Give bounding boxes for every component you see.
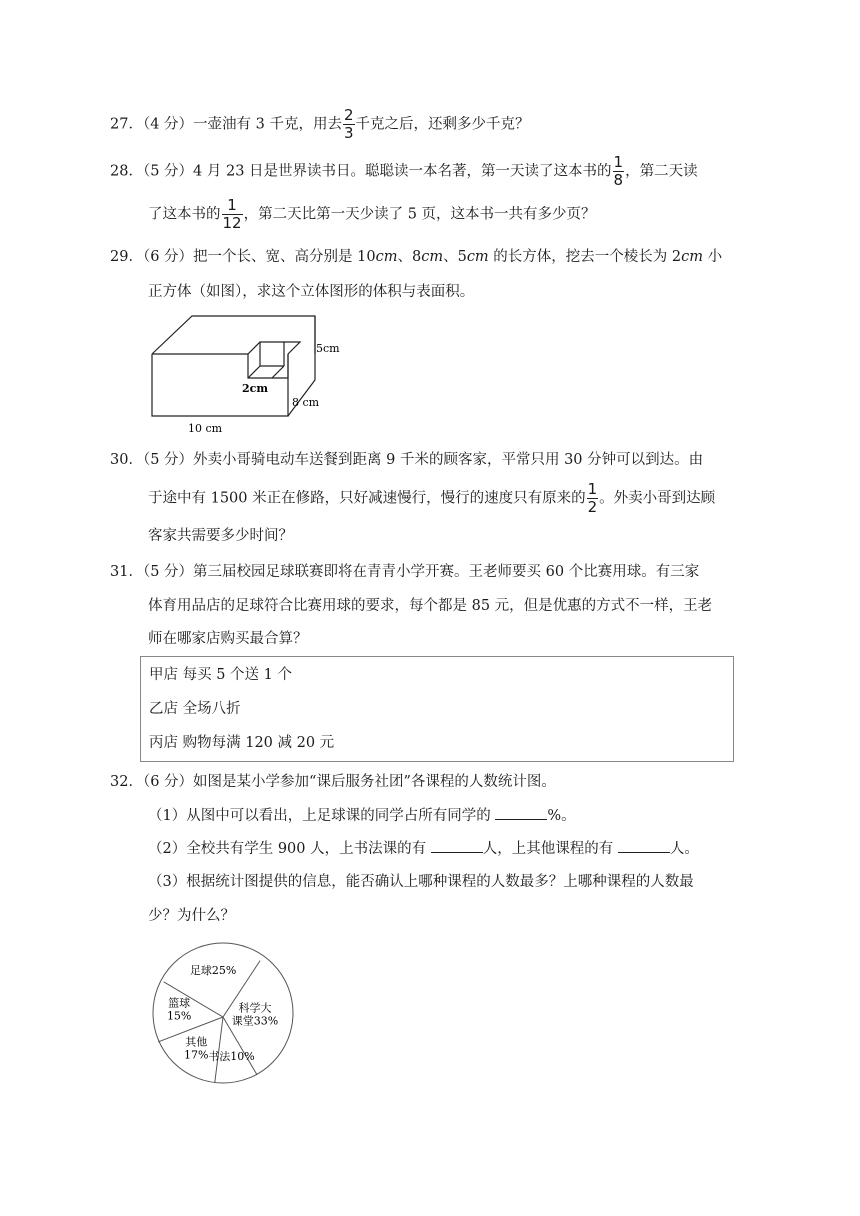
store-offer-b: 乙店 全场八折 — [149, 701, 241, 717]
question-27: 27．（4 分）一壶油有 3 千克，用去 $\frac{2}{3}$ 千克之后，还剩多少千克？ — [110, 106, 530, 142]
question-31-line-2: 体育用品店的足球符合比赛用球的要求，每个都是 85 元，但是优惠的方式不一样，王老 — [148, 598, 713, 614]
question-31-line-3: 师在哪家店购买最合算？ — [148, 631, 308, 647]
fraction: $\frac{2}{3}$ — [343, 106, 354, 142]
fraction: $\frac{1}{2}$ — [587, 480, 598, 516]
label-cube: 2cm — [242, 382, 268, 395]
label-length: 10 cm — [188, 422, 223, 435]
answer-blank[interactable] — [618, 838, 670, 853]
answer-blank[interactable] — [431, 838, 483, 853]
pie-label: 17% — [184, 1048, 209, 1062]
pie-label: 科学大 — [238, 1001, 272, 1015]
question-32-sub-2: （2）全校共有学生 900 人，上书法课的有 人，上其他课程的有 人。 — [148, 835, 699, 863]
question-32-sub-1: （1）从图中可以看出，上足球课的同学占所有同学的 %。 — [148, 802, 576, 830]
question-30-line-2: 于途中有 1500 米正在修路，只好减速慢行，慢行的速度只有原来的 $\frac{1}{2}$ 。外卖小哥到达顾 — [148, 480, 716, 516]
pie-chart — [150, 940, 300, 1090]
store-offers-box — [140, 656, 734, 762]
store-offer-a: 甲店 每买 5 个送 1 个 — [149, 667, 292, 683]
question-29-line-2: 正方体（如图），求这个立体图形的体积与表面积。 — [148, 284, 475, 300]
question-32-sub-3-line-2: 少？为什么？ — [148, 908, 235, 924]
question-32-line-1: 32．（6 分）如图是某小学参加“课后服务社团”各课程的人数统计图。 — [110, 774, 556, 790]
question-31-line-1: 31．（5 分）第三届校园足球联赛即将在青青小学开赛。王老师要买 60 个比赛用球。有三家 — [110, 564, 700, 580]
question-28-line-2: 了这本书的 $\frac{1}{12}$ ，第二天比第一天少读了 5 页，这本书一共有多少页？ — [148, 196, 596, 232]
answer-blank[interactable] — [495, 805, 547, 820]
pie-label: 其他 — [185, 1035, 208, 1049]
store-offer-c: 丙店 购物每满 120 减 20 元 — [149, 735, 335, 751]
cuboid-figure — [140, 306, 360, 438]
pie-label: 课堂33% — [231, 1014, 279, 1028]
question-32-sub-3-line-1: （3）根据统计图提供的信息，能否确认上哪种课程的人数最多？上哪种课程的人数最 — [148, 874, 694, 890]
fraction: $\frac{1}{8}$ — [613, 153, 624, 189]
pie-label: 书法10% — [208, 1050, 255, 1064]
pie-label: 15% — [166, 1009, 192, 1023]
question-29-line-1: 29．（6 分）把一个长、宽、高分别是 10cm、8cm、5cm 的长方体，挖去一个棱长为 2cm 小 — [110, 249, 723, 265]
question-30-line-3: 客家共需要多少时间？ — [148, 528, 293, 544]
pie-label: 篮球 — [168, 996, 191, 1010]
fraction: $\frac{1}{12}$ — [222, 196, 242, 232]
question-30-line-1: 30．（5 分）外卖小哥骑电动车送餐到距离 9 千米的顾客家，平常只用 30 分钟可以到达。由 — [110, 452, 704, 468]
label-height: 5cm — [316, 342, 340, 355]
label-width: 8 cm — [292, 396, 320, 409]
pie-label: 足球25% — [189, 964, 237, 978]
question-28-line-1: 28．（5 分）4 月 23 日是世界读书日。聪聪读一本名著，第一天读了这本书的 $\frac{1}{8}$ ，第二天读 — [110, 153, 698, 189]
